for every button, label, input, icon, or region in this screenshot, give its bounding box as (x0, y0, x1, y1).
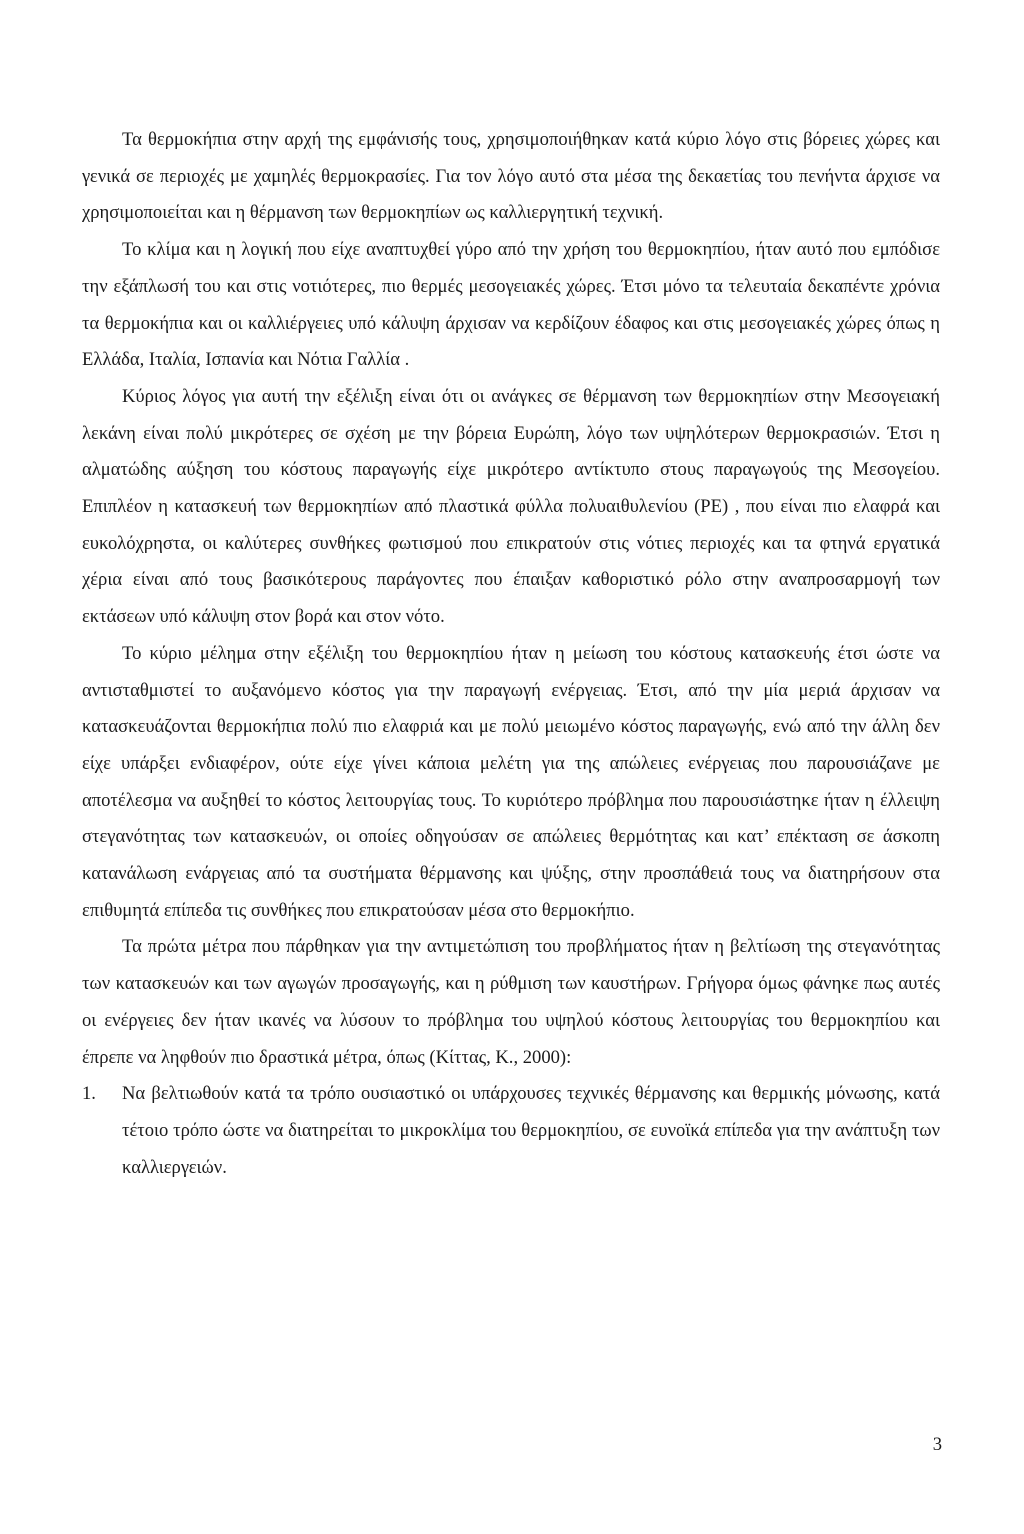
list-item-text: Να βελτιωθούν κατά τα τρόπο ουσιαστικό οι υπάρχουσες τεχνικές θέρμανσης και θερμικής μόνωσης, κατά τέτοιο τρόπο ώστε να διατηρείται το μικροκλίμα του θερμοκηπίου, σε ευνοϊκά επίπεδα για την ανάπτυξη των καλλιεργειών. (122, 1083, 940, 1178)
paragraph-main-concern: Το κύριο μέλημα στην εξέλιξη του θερμοκηπίου ήταν η μείωση του κόστους κατασκευής έτσι ώστε να αντισταθμιστεί το αυξανόμενο κόστος για την παραγωγή ενέργειας. Έτσι, από την μία μεριά άρχισαν να κατασκευάζονται θερμοκήπια πολύ πιο ελαφριά και με πολύ μειωμένο κόστος παραγωγής, ενώ από την άλλη δεν είχε υπάρξει ενδιαφέρον, ούτε είχε γίνει κάποια μελέτη για της απώλειες ενέργειας που παρουσιάζανε με αποτέλεσμα να αυξηθεί το κόστος λειτουργίας τους. Το κυριότερο πρόβλημα που παρουσιάστηκε ήταν η έλλειψη στεγανότητας των κατασκευών, οι οποίες οδηγούσαν σε απώλειες θερμότητας και κατ’ επέκταση σε άσκοπη κατανάλωση ενάργειας από τα συστήματα θέρμανσης και ψύξης, στην προσπάθειά τους να διατηρήσουν στα επιθυμητά επίπεδα τις συνθήκες που επικρατούσαν μέσα στο θερμοκήπιο. (82, 642, 940, 921)
list-item-number: 1. (82, 1083, 96, 1105)
page-number: 3 (932, 1434, 942, 1455)
paragraph-climate-and-spread: Το κλίμα και η λογική που είχε αναπτυχθεί γύρο από την χρήση του θερμοκηπίου, ήταν αυτό που εμπόδισε την εξάπλωσή του και στις νοτιότερες, πιο θερμές μεσογειακές χώρες. Έτσι μόνο τα τελευταία δεκαπέντε χρόνια τα θερμοκήπια και οι καλλιέργειες υπό κάλυψη άρχισαν να κερδίζουν έδαφος και στις μεσογειακές χώρες όπως η Ελλάδα, Ιταλία, Ισπανία και Νότια Γαλλία . (82, 239, 940, 371)
numbered-list-item (82, 1076, 940, 1186)
paragraph-first-measures: Τα πρώτα μέτρα που πάρθηκαν για την αντιμετώπιση του προβλήματος ήταν η βελτίωση της στεγανότητας των κατασκευών και των αγωγών προσαγωγής, και η ρύθμιση των καυστήρων. Γρήγορα όμως φάνηκε πως αυτές οι ενέργειες δεν ήταν ικανές να λύσουν το πρόβλημα του υψηλού κόστους λειτουργίας του θερμοκηπίου και έπρεπε να ληφθούν πιο δραστικά μέτρα, όπως (Κίττας, Κ., 2000): (82, 936, 940, 1068)
paragraph-main-reason: Κύριος λόγος για αυτή την εξέλιξη είναι ότι οι ανάγκες σε θέρμανση των θερμοκηπίων στην Μεσογειακή λεκάνη είναι πολύ μικρότερες σε σχέση με την βόρεια Ευρώπη, λόγο των υψηλότερων θερμοκρασιών. Έτσι η αλματώδης αύξηση του κόστους παραγωγής είχε μικρότερο αντίκτυπο στους παραγωγούς της Μεσογείου. Επιπλέον η κατασκευή των θερμοκηπίων από πλαστικά φύλλα πολυαιθυλενίου (PE) , που είναι πιο ελαφρά και ευκολόχρηστα, οι καλύτερες συνθήκες φωτισμού που επικρατούν στις νότιες περιοχές και τα φτηνά εργατικά χέρια είναι από τους βασικότερους παράγοντες που έπαιξαν καθοριστικό ρόλο στην αναπροσαρμογή των εκτάσεων υπό κάλυψη στον βορά και στον νότο. (82, 385, 940, 628)
paragraph-greenhouse-origins: Τα θερμοκήπια στην αρχή της εμφάνισής τους, χρησιμοποιήθηκαν κατά κύριο λόγο στις βόρειες χώρες και γενικά σε περιοχές με χαμηλές θερμοκρασίες. Για τον λόγο αυτό στα μέσα της δεκαετίας του πενήντα άρχισε να χρησιμοποιείται και η θέρμανση των θερμοκηπίων ως καλλιεργητική τεχνική. (82, 129, 940, 224)
body-text (82, 122, 940, 1186)
